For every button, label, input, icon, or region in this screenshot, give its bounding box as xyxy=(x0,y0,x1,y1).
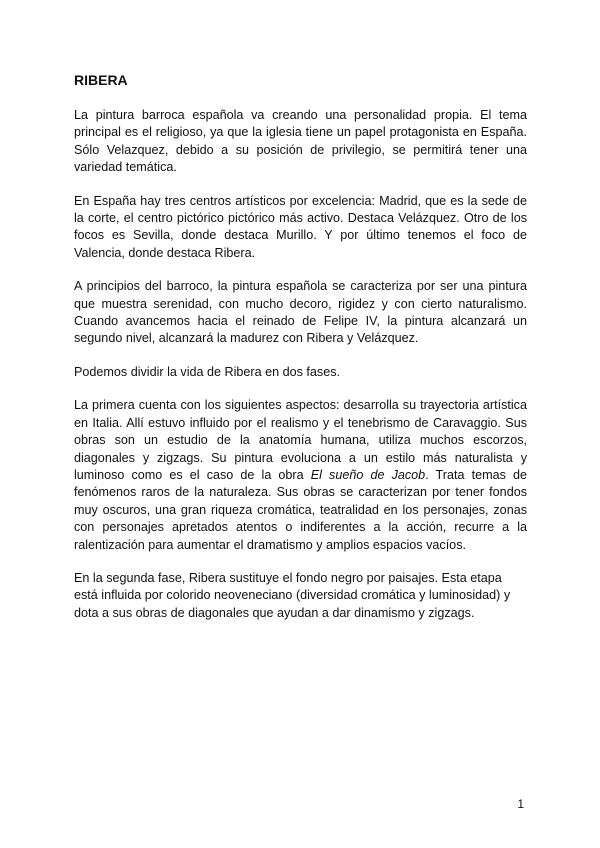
paragraph-intro: La pintura barroca española va creando una personalidad propia. El tema principal es el religioso, ya que la iglesia tiene un papel protagonista en España. Sólo Velazquez, debido a su posición de privilegio, se permitirá tener una variedad temática. xyxy=(74,108,527,175)
paragraph-two-phases: Podemos dividir la vida de Ribera en dos fases. xyxy=(74,364,341,379)
paragraph-artistic-centers: En España hay tres centros artísticos por excelencia: Madrid, que es la sede de la corte, el centro pictórico pictórico más activo. Destaca Velázquez. Otro de los focos es Sevilla, donde destaca Murillo. Y por último tenemos el foco de Valencia, donde destaca Ribera. xyxy=(74,193,527,260)
artwork-title-el-sueno-de-jacob: El sueño de Jacob xyxy=(310,467,426,482)
paragraph-first-phase xyxy=(74,397,527,554)
document-title: RIBERA xyxy=(74,72,128,88)
document-body xyxy=(74,70,527,638)
page-number: 1 xyxy=(517,797,524,811)
paragraph-second-phase: En la segunda fase, Ribera sustituye el fondo negro por paisajes. Esta etapa está influida por colorido neoveneciano (diversidad cromática y luminosidad) y dota a sus obras de diagonales que ayudan a dar dinamismo y zigzags. xyxy=(74,570,511,620)
paragraph-early-baroque: A principios del barroco, la pintura española se caracteriza por ser una pintura que muestra serenidad, con mucho decoro, rigidez y con cierto naturalismo. Cuando avancemos hacia el reinado de Felipe IV, la pintura alcanzará un segundo nivel, alcanzará la madurez con Ribera y Velázquez. xyxy=(74,279,527,346)
first-phase-text-before: La primera cuenta con los siguientes aspectos: desarrolla su trayectoria artística en Italia. Allí estuvo influido por el realismo y el tenebrismo de Caravaggio. Sus obras son un estudio de la anatomía humana, utiliza muchos escorzos, diagonales y zigzags. Su pintura evoluciona a un estilo más naturalista y luminoso como es el caso de la obra xyxy=(74,398,527,482)
first-phase-text-after: . Trata temas de fenómenos raros de la naturaleza. Sus obras se caracterizan por tener fondos muy oscuros, una gran riqueza cromática, teatralidad en los personajes, zonas con personajes apretados atentos o indiferentes a la acción, recurre a la ralentización para aumentar el dramatismo y amplios espacios vacíos. xyxy=(74,467,527,552)
